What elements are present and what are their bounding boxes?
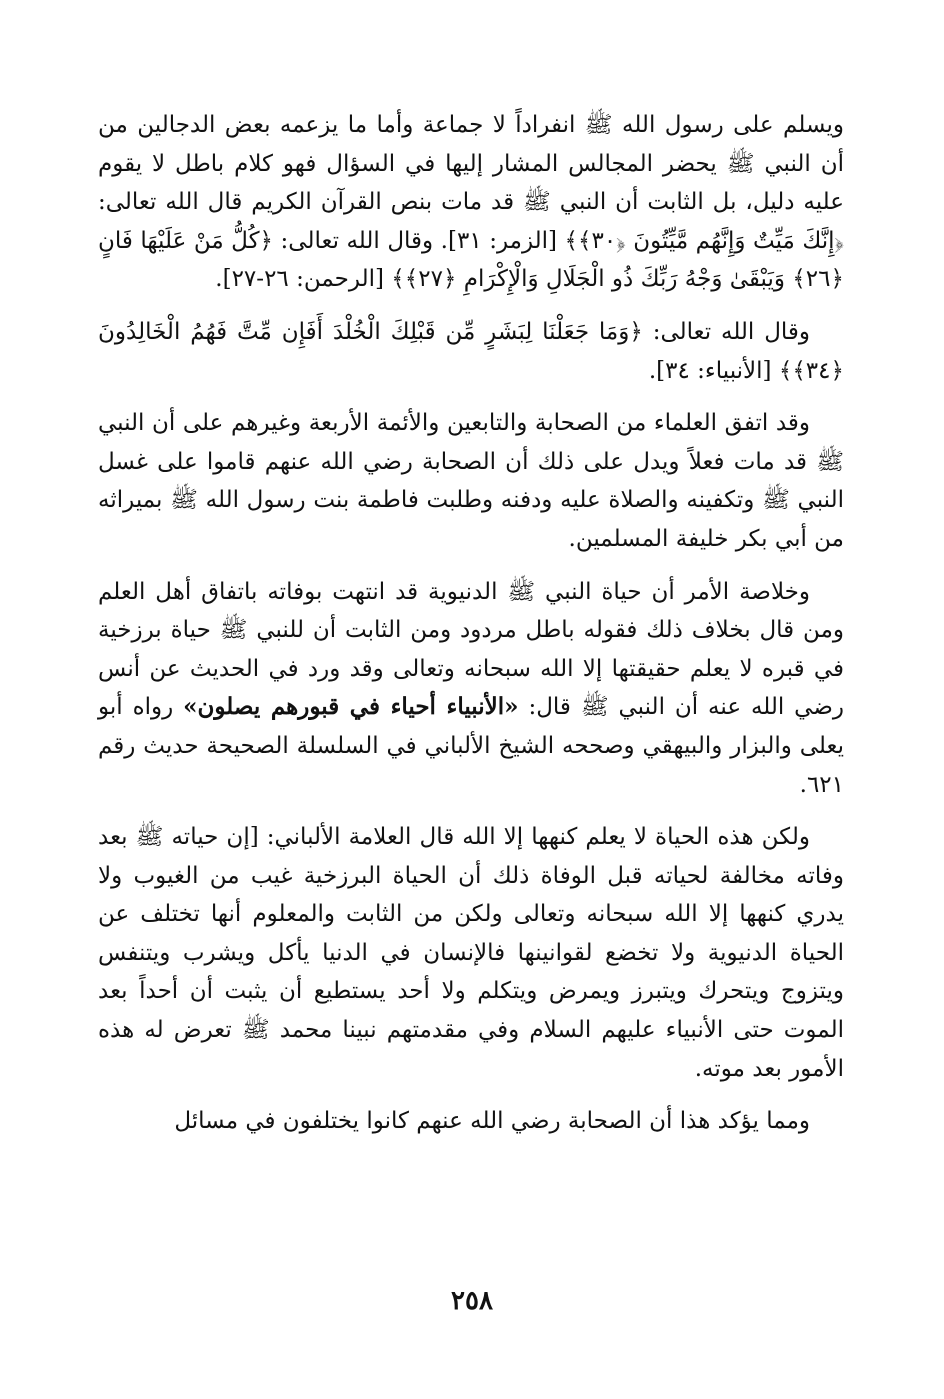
text-segment: رواه أبو يعلى والبزار والبيهقي وصححه الشيخ الألباني في السلسلة الصحيحة حديث رقم ٦٢١. <box>98 694 844 798</box>
page-number: ٢٥٨ <box>451 1286 493 1316</box>
citation: [الرحمن: ٢٦-٢٧]. <box>215 266 392 293</box>
page-body <box>98 106 844 1141</box>
paragraph-1 <box>98 106 844 299</box>
text-segment: وقد اتفق العلماء من الصحابة والتابعين والأئمة الأربعة وغيرهم على أن النبي ﷺ قد مات فعلاً ويدل على ذلك أن الصحابة رضي الله عنهم قاموا على غسل النبي ﷺ وتكفينه والصلاة عليه ودفنه وطلبت فاطمة بنت رسول الله ﷺ بميراثه من أبي بكر خليفة المسلمين. <box>98 410 844 552</box>
citation: [الأنبياء: ٣٤]. <box>648 357 779 384</box>
paragraph-4 <box>98 573 844 805</box>
quran-verse: ﴿كُلُّ مَنْ عَلَيْهَا فَانٍ ﴿٢٦﴾ وَيَبْقَىٰ وَجْهُ رَبِّكَ ذُو الْجَلَالِ وَالْإِكْرَامِ ﴿٢٧﴾﴾ <box>98 227 844 293</box>
text-segment: ومما يؤكد هذا أن الصحابة رضي الله عنهم كانوا يختلفون في مسائل <box>174 1108 810 1135</box>
text-segment: وخلاصة الأمر أن حياة النبي ﷺ الدنيوية قد انتهت بوفاته باتفاق أهل العلم ومن قال بخلاف ذلك فقوله باطل مردود ومن الثابت أن للنبي ﷺ حياة برزخية في قبره لا يعلم حقيقتها إلا الله سبحانه وتعالى وقد ورد في الحديث عن أنس رضي الله عنه أن النبي ﷺ قال: <box>98 578 844 721</box>
paragraph-3 <box>98 404 844 558</box>
text-segment: ولكن هذه الحياة لا يعلم كنهها إلا الله قال العلامة الألباني: [إن حياته ﷺ بعد وفاته مخالفة لحياته قبل الوفاة ذلك أن الحياة البرزخية غيب من الغيوب ولا يدري كنهها إلا الله سبحانه وتعالى ولكن من الثابت والمعلوم أنها تختلف عن الحياة الدنيوية ولا تخضع لقوانينها فالإنسان في الدنيا يأكل ويشرب ويتنفس ويتزوج ويتحرك ويتبرز ويمرض ويتكلم ولا أحد يستطيع أن يثبت أن أحداً بعد الموت حتى الأنبياء عليهم السلام وفي مقدمتهم نبينا محمد ﷺ تعرض له هذه الأمور بعد موته. <box>98 824 844 1082</box>
citation-and-text: [الزمر: ٣١]. وقال الله تعالى: <box>273 227 565 254</box>
paragraph-5 <box>98 818 844 1088</box>
text-segment: ويسلم على رسول الله ﷺ انفراداً لا جماعة وأما ما يزعمه بعض الدجالين من أن النبي ﷺ يحضر المجالس المشار إليها في السؤال فهو كلام باطل لا يقوم عليه دليل، بل الثابت أن النبي ﷺ قد مات بنص القرآن الكريم قال الله تعالى: <box>98 112 844 216</box>
hadith-quote: «الأنبياء أحياء في قبورهم يصلون» <box>183 693 519 721</box>
paragraph-2 <box>98 313 844 390</box>
text-segment: وقال الله تعالى: <box>642 318 811 345</box>
quran-verse: ﴿إِنَّكَ مَيِّتٌ وَإِنَّهُم مَّيِّتُونَ ﴿٣٠﴾﴾ <box>564 227 844 254</box>
paragraph-6 <box>98 1102 844 1141</box>
quran-verse: ﴿وَمَا جَعَلْنَا لِبَشَرٍ مِّن قَبْلِكَ الْخُلْدَ أَفَإِن مِّتَّ فَهُمُ الْخَالِدُونَ ﴿٣٤﴾﴾ <box>98 318 844 384</box>
